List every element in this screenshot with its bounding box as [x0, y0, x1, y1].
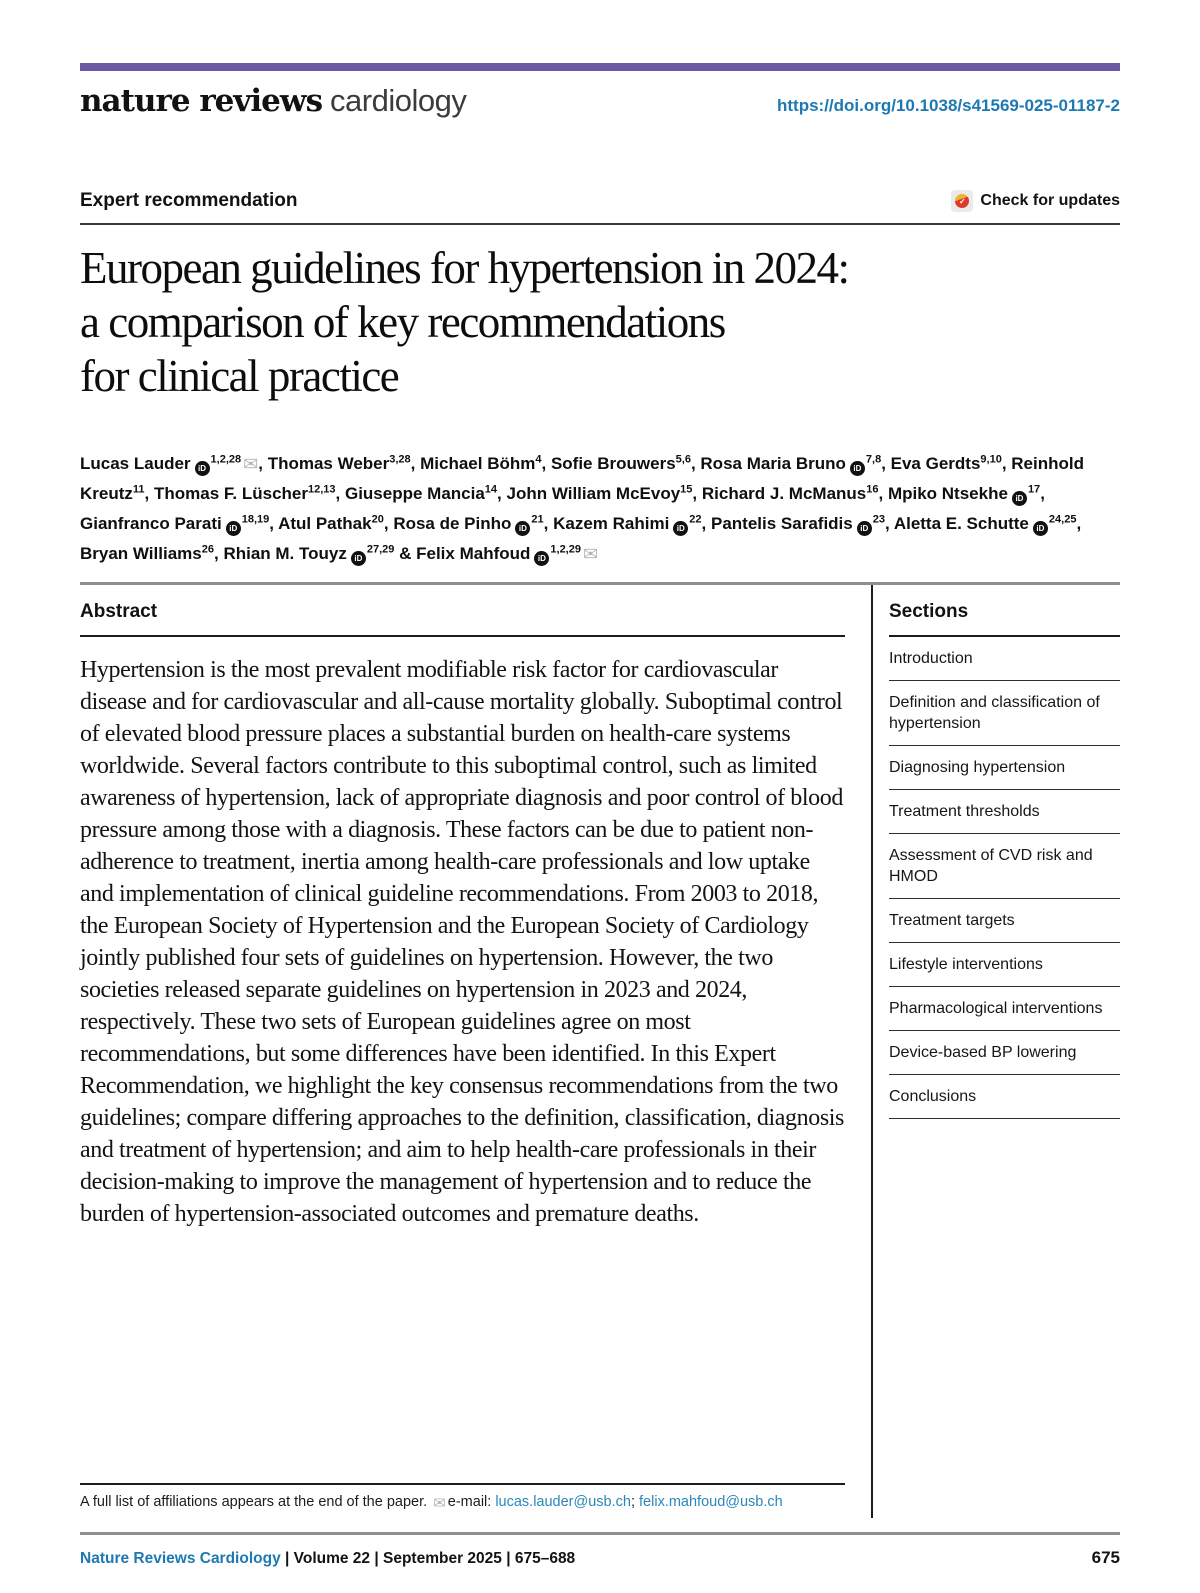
author-name: Michael Böhm	[420, 454, 536, 473]
author-name: Mpiko Ntsekhe	[887, 484, 1008, 503]
sections-sidebar	[871, 585, 1120, 1518]
journal-logo-bold: nature reviews	[80, 83, 323, 119]
footer-rule	[80, 1532, 1120, 1535]
orcid-icon[interactable]: iD	[673, 521, 688, 536]
author-affiliation-sup: 26	[201, 543, 214, 556]
footer-journal-link[interactable]: Nature Reviews Cardiology	[80, 1550, 281, 1567]
check-for-updates-button[interactable]	[951, 190, 1120, 212]
author-name: Gianfranco Parati	[80, 514, 222, 533]
header-divider	[80, 223, 1120, 225]
author-name: Aletta E. Schutte	[893, 514, 1029, 533]
corresponding-author-envelope-icon[interactable]: ✉	[582, 544, 599, 564]
abstract-and-sections	[80, 585, 1120, 1518]
author-affiliation-sup: 23	[872, 513, 885, 526]
author-name: Atul Pathak	[278, 514, 372, 533]
sections-list	[889, 637, 1120, 1119]
abstract-heading-rule	[80, 635, 845, 637]
author-name: Thomas F. Lüscher	[154, 484, 308, 503]
author-name: Rosa Maria Bruno	[700, 454, 846, 473]
orcid-icon[interactable]: iD	[195, 461, 210, 476]
footer-citation	[80, 1550, 575, 1568]
author-name: Rhian M. Touyz	[223, 544, 347, 563]
author-name: Bryan Williams	[80, 544, 202, 563]
orcid-icon[interactable]: iD	[534, 551, 549, 566]
author-name: Rosa de Pinho	[393, 514, 512, 533]
author-affiliation-sup: 1,2,29	[550, 543, 581, 556]
sidebar-item-introduction[interactable]: Introduction	[889, 637, 1120, 681]
crossmark-icon: ✓	[951, 190, 973, 212]
sidebar-item-conclusions[interactable]: Conclusions	[889, 1075, 1120, 1119]
sidebar-item-treatment-targets[interactable]: Treatment targets	[889, 899, 1120, 943]
footer	[80, 1548, 1120, 1568]
author-name: Richard J. McManus	[701, 484, 867, 503]
author-affiliation-sup: 21	[531, 513, 544, 526]
article-title	[80, 241, 1120, 403]
author-affiliation-sup: 12,13	[307, 483, 336, 496]
abstract-heading: Abstract	[80, 601, 158, 622]
article-type-row	[80, 190, 1120, 212]
author-affiliation-sup: 5,6	[675, 453, 691, 466]
check-for-updates-label: Check for updates	[980, 192, 1120, 209]
email-link-lauder[interactable]: lucas.lauder@usb.ch	[495, 1494, 631, 1510]
journal-logo	[80, 84, 466, 118]
author-name: Eva Gerdts	[890, 454, 981, 473]
author-affiliation-sup: 14	[484, 483, 498, 496]
orcid-icon[interactable]: iD	[515, 521, 530, 536]
author-affiliation-sup: 3,28	[389, 453, 411, 466]
article-type-label: Expert recommendation	[80, 190, 298, 211]
brand-color-bar	[80, 63, 1120, 71]
sidebar-item-diagnosing-hypertension[interactable]: Diagnosing hypertension	[889, 746, 1120, 790]
abstract-text: Hypertension is the most prevalent modifiable risk factor for cardiovascular disease and for cardiovascular and all-cause mortality globally. Suboptimal control of elevated blood pressure places a substantial burden on health-care systems worldwide. Several factors contribute to this suboptimal control, such as limited awareness of hypertension, lack of appropriate diagnosis and poor control of blood pressure among those with a diagnosis. These factors can be due to patient non-adherence to treatment, inertia among health-care professionals and low uptake and implementation of clinical guideline recommendations. From 2003 to 2018, the European Society of Hypertension and the European Society of Cardiology jointly published four sets of guidelines on hypertension. However, the two societies released separate guidelines on hypertension in 2023 and 2024, respectively. These two sets of European guidelines agree on most recommendations, but some differences have been identified. In this Expert Recommendation, we highlight the key consensus recommendations from the two guidelines; compare differing approaches to the definition, classification, diagnosis and treatment of hypertension; and aim to help health-care professionals in their decision-making to improve the management of hypertension and to reduce the burden of hypertension-associated outcomes and premature deaths.	[80, 657, 845, 1227]
corresponding-author-envelope-icon[interactable]: ✉	[243, 454, 259, 474]
author-affiliation-sup: 22	[689, 513, 702, 526]
orcid-icon[interactable]: iD	[351, 551, 366, 566]
author-affiliation-sup: 20	[371, 513, 384, 526]
author-name: Thomas Weber	[267, 454, 390, 473]
author-list: Lucas Lauder iD$^{1,2,28}$ ✉, Thomas Weber$^{3,28}$, Michael Böhm$^4$, Sofie Brouwers$^{5,6}$, Rosa Maria Bruno iD$^{7,8}$, Eva Gerdts$^{9,10}$, Reinhold Kreutz$^{11}$, Thomas F. Lüscher$^{12,13}$, Giuseppe Mancia$^{14}$, John William McEvoy$^{15}$, Richard J. McManus$^{16}$, Mpiko Ntsekhe $iD^{17}$, Gianfranco Parati iD$^{18,19}$, Atul Pathak$^{20}$, Rosa de Pinho $iD^{21}$, Kazem Rahimi $iD^{22}$, Pantelis Sarafidis $iD^{23}$, Aletta E. Schutte iD$^{24,25}$, Bryan Williams$^{26}$, Rhian M. Touyz iD$^{27,29}$ & Felix Mahfoud iD$^{1,2,29}$ ✉	[80, 453, 1084, 564]
page-number: 675	[1091, 1548, 1120, 1567]
journal-logo-light: cardiology	[330, 83, 467, 118]
email-label: e-mail:	[447, 1494, 492, 1510]
author-name: Pantelis Sarafidis	[711, 514, 853, 533]
email-separator: ;	[630, 1494, 640, 1510]
author-affiliation-sup: 11	[132, 483, 145, 496]
orcid-icon[interactable]: iD	[1012, 491, 1027, 506]
author-name: Lucas Lauder	[80, 454, 191, 473]
affiliation-note	[80, 1483, 845, 1518]
author-affiliation-sup: 9,10	[980, 453, 1002, 466]
article-title-line3: for clinical practice	[80, 351, 399, 401]
author-name: John William McEvoy	[506, 484, 681, 503]
author-name: Giuseppe Mancia	[344, 484, 485, 503]
orcid-icon[interactable]: iD	[226, 521, 241, 536]
author-name: Reinhold Kreutz	[80, 454, 1084, 503]
orcid-icon[interactable]: iD	[1033, 521, 1048, 536]
author-affiliation-sup: 24,25	[1048, 513, 1077, 526]
author-name: Felix Mahfoud	[416, 544, 531, 563]
sidebar-item-definition-and-classification-of-hypertension[interactable]: Definition and classification of hypertension	[889, 681, 1120, 746]
abstract-column	[80, 585, 845, 1518]
orcid-icon[interactable]: iD	[857, 521, 872, 536]
envelope-icon: ✉	[433, 1495, 446, 1512]
sidebar-item-assessment-of-cvd-risk-and-hmod[interactable]: Assessment of CVD risk and HMOD	[889, 834, 1120, 899]
article-title-line2: a comparison of key recommendations	[80, 297, 725, 347]
sidebar-item-treatment-thresholds[interactable]: Treatment thresholds	[889, 790, 1120, 834]
author-affiliation-sup: 18,19	[241, 513, 270, 526]
footer-volume-info: | Volume 22 | September 2025 | 675–688	[285, 1550, 576, 1567]
sidebar-item-device-based-bp-lowering[interactable]: Device-based BP lowering	[889, 1031, 1120, 1075]
author-affiliation-sup: 17	[1027, 483, 1041, 496]
sections-heading: Sections	[889, 601, 969, 622]
article-title-line1: European guidelines for hypertension in 2024:	[80, 243, 849, 293]
affiliation-note-text: A full list of affiliations appears at the end of the paper.	[80, 1494, 428, 1510]
author-name: Sofie Brouwers	[550, 454, 676, 473]
sidebar-item-pharmacological-interventions[interactable]: Pharmacological interventions	[889, 987, 1120, 1031]
author-affiliation-sup: 4	[535, 453, 542, 466]
author-affiliation-sup: 27,29	[366, 543, 395, 556]
email-link-mahfoud[interactable]: felix.mahfoud@usb.ch	[639, 1494, 783, 1510]
author-name: Kazem Rahimi	[553, 514, 670, 533]
orcid-icon[interactable]: iD	[850, 461, 865, 476]
author-affiliation-sup: 15	[680, 483, 693, 496]
author-affiliation-sup: 16	[866, 483, 879, 496]
masthead	[80, 84, 1120, 118]
sidebar-item-lifestyle-interventions[interactable]: Lifestyle interventions	[889, 943, 1120, 987]
doi-link[interactable]: https://doi.org/10.1038/s41569-025-01187-2	[776, 96, 1120, 115]
author-affiliation-sup: 1,2,28	[210, 453, 242, 466]
author-affiliation-sup: 7,8	[865, 453, 882, 466]
